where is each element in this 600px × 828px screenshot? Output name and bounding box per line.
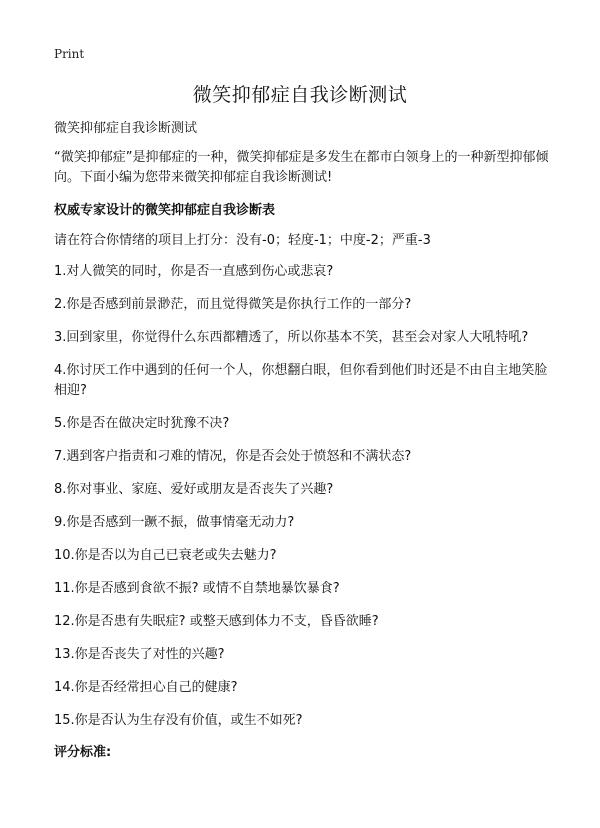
question-item: 8.你对事业、家庭、爱好或朋友是否丧失了兴趣? xyxy=(54,482,334,497)
question-item: 11.你是否感到食欲不振? 或情不自禁地暴饮暴食? xyxy=(54,581,340,596)
question-item: 13.你是否丧失了对性的兴趣? xyxy=(54,647,225,662)
question-item: 7.遇到客户指责和刁难的情况，你是否会处于愤怒和不满状态? xyxy=(54,449,412,464)
question-item: 1.对人微笑的同时，你是否一直感到伤心或悲哀? xyxy=(54,264,334,279)
article-body xyxy=(54,120,554,762)
question-item: 9.你是否感到一蹶不振，做事情毫无动力? xyxy=(54,515,295,530)
question-item: 14.你是否经常担心自己的健康? xyxy=(54,680,238,695)
section-heading: 权威专家设计的微笑抑郁症自我诊断表 xyxy=(54,203,276,218)
intro-paragraph: “微笑抑郁症”是抑郁症的一种，微笑抑郁症是多发生在都市白领身上的一种新型抑郁倾向。下面小编为您带来微笑抑郁症自我诊断测试! xyxy=(54,150,549,185)
question-item: 12.你是否患有失眠症? 或整天感到体力不支，昏昏欲睡? xyxy=(54,614,379,629)
page-title: 微笑抑郁症自我诊断测试 xyxy=(192,84,408,106)
question-item: 15.你是否认为生存没有价值，或生不如死? xyxy=(54,713,303,728)
print-link[interactable]: Print xyxy=(54,47,85,61)
scoring-instruction: 请在符合你情绪的项目上打分：没有-0；轻度-1；中度-2；严重-3 xyxy=(54,233,431,248)
question-item: 10.你是否以为自己已衰老或失去魅力? xyxy=(54,548,277,563)
article-subtitle: 微笑抑郁症自我诊断测试 xyxy=(54,121,198,136)
question-item: 5.你是否在做决定时犹豫不决? xyxy=(54,416,230,431)
question-item: 2.你是否感到前景渺茫，而且觉得微笑是你执行工作的一部分? xyxy=(54,297,412,312)
question-list xyxy=(54,262,554,731)
score-criteria-heading: 评分标准: xyxy=(54,745,112,760)
question-item: 4.你讨厌工作中遇到的任何一个人，你想翻白眼，但你看到他们时还是不由自主地笑脸相迎? xyxy=(54,363,548,398)
question-item: 3.回到家里，你觉得什么东西都糟透了，所以你基本不笑，甚至会对家人大吼特吼? xyxy=(54,330,529,345)
